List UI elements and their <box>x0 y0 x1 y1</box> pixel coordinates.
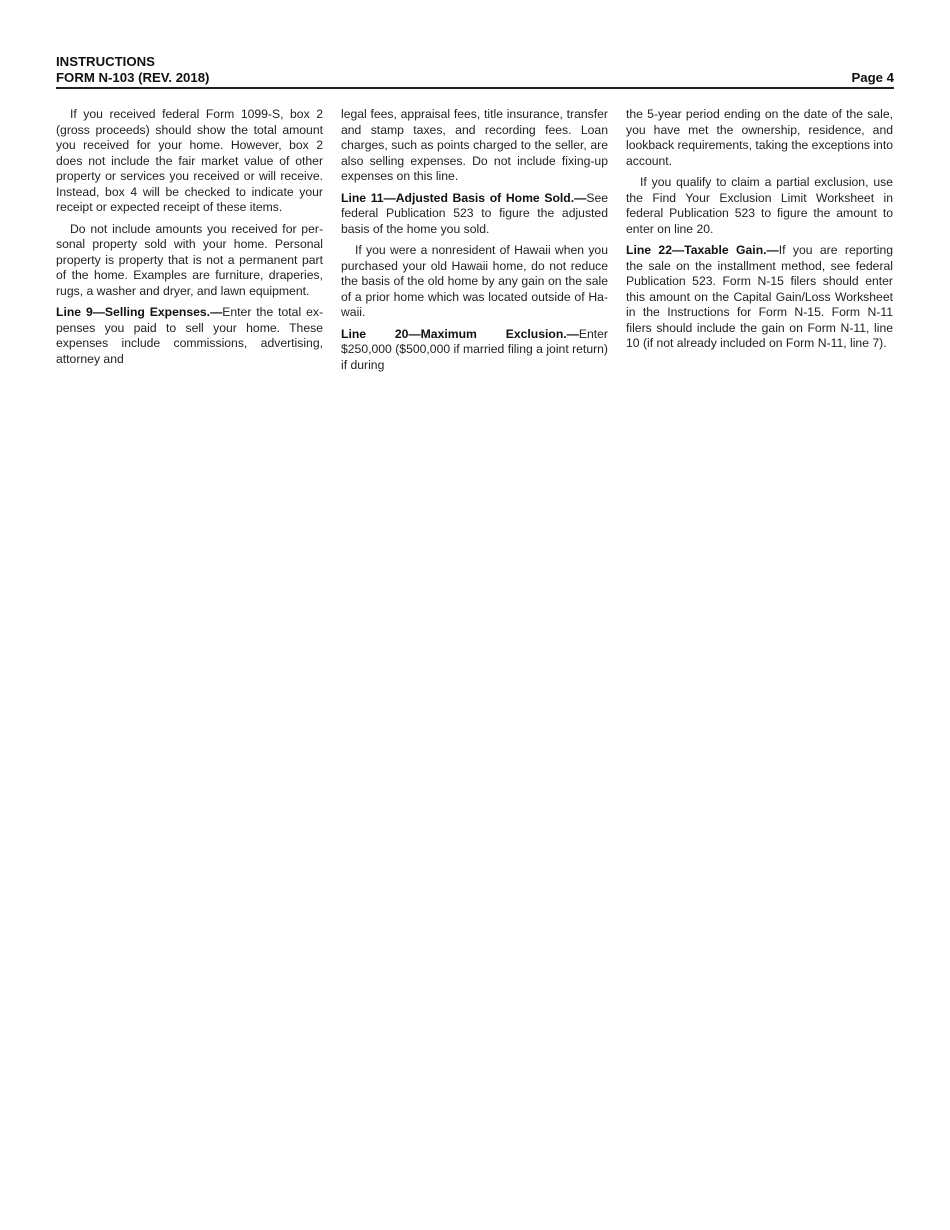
paragraph: If you qualify to claim a partial exclusion, use the Find Your Exclusion Limit Worksheet in federal Publication 523 to figure the amount to enter on line 20. <box>626 175 893 236</box>
paragraph: the 5-year period ending on the date of the sale, you have met the ownership, residence, and lookback requirements, taking the exceptions into account. <box>626 107 893 168</box>
line-22-heading: Line 22—Taxable Gain.— <box>626 243 779 257</box>
paragraph-line-9: Line 9—Selling Expenses.—Enter the total expenses you paid to sell your home. These expenses include commissions, advertising, attorney and <box>56 305 324 366</box>
paragraph: Do not include amounts you received for personal property sold with your home. Personal property is property that is not a permanent part of the home. Examples are furniture, draperies, rugs, a washer and dryer, and lawn equipment. <box>56 221 323 298</box>
column-1 <box>56 107 323 379</box>
paragraph-line-11: Line 11—Adjusted Basis of Home Sold.—See federal Publication 523 to figure the adjusted basis of the home you sold. <box>341 190 608 236</box>
form-id: FORM N-103 (REV. 2018) <box>56 69 210 85</box>
paragraph-line-22: Line 22—Taxable Gain.—If you are reporting the sale on the installment method, see federal Publication 523. Form N-15 filers should enter this amount on the Capital Gain/Loss Worksheet in the Instructions for Form N-15. Form N-11 filers should include the gain on Form N-11, line 10 (if not already included on Form N-11, line 7). <box>626 243 894 350</box>
line-11-heading: Line 11—Adjusted Basis of Home Sold.— <box>341 190 587 205</box>
page-header <box>56 54 894 89</box>
column-2 <box>341 107 608 379</box>
line-9-heading: Line 9—Selling Expenses.— <box>56 305 223 319</box>
line-20-heading: Line 20—Maximum Exclusion.— <box>341 326 579 341</box>
page-number: Page 4 <box>851 69 894 85</box>
instructions-title: INSTRUCTIONS <box>56 54 155 69</box>
paragraph: If you received federal Form 1099-S, box 2 (gross proceeds) should show the total amount you received for your home. However, box 2 does not include the fair market value of other property or services you received or will receive. Instead, box 4 will be checked to indicate your receipt or expected receipt of these items. <box>56 107 323 214</box>
paragraph-line-20: Line 20—Maximum Exclusion.—Enter $250,000 ($500,000 if married filing a joint return) if during <box>341 326 608 372</box>
paragraph: If you were a nonresident of Hawaii when you purchased your old Hawaii home, do not reduce the basis of the old home by any gain on the sale of a prior home which was located outside of Hawaii. <box>341 243 608 319</box>
text-columns <box>56 107 894 379</box>
header-row <box>56 70 894 86</box>
column-3 <box>626 107 893 379</box>
paragraph: legal fees, appraisal fees, title insurance, transfer and stamp taxes, and recording fees. Loan charges, such as points charged to the seller, are also selling expenses. Do not include fixing-up expenses on this line. <box>341 107 608 183</box>
